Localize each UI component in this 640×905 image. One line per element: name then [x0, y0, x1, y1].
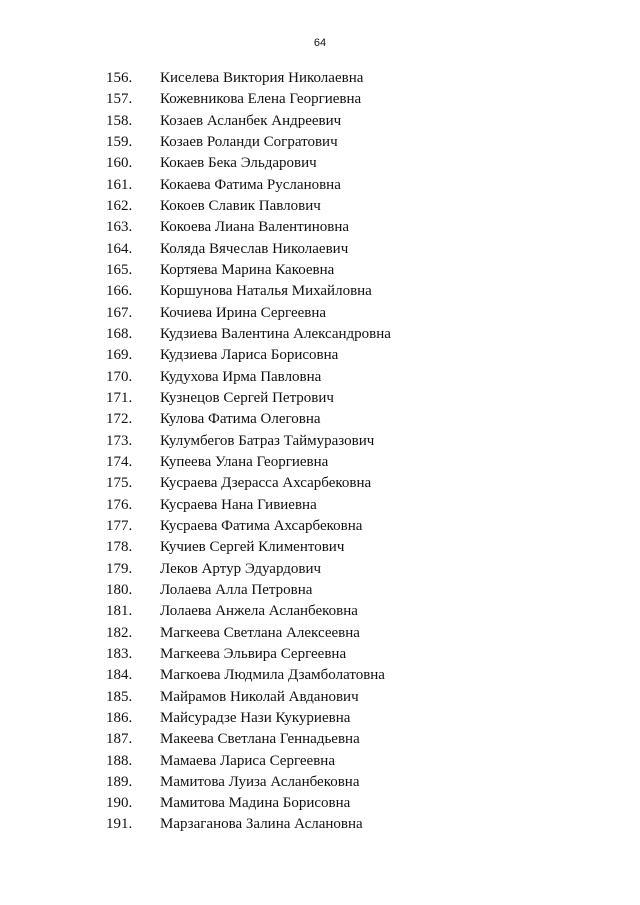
- list-item-name: Магкеева Эльвира Сергеевна: [160, 645, 347, 662]
- list-item: [0, 409, 640, 430]
- list-item-name: Кучиев Сергей Климентович: [160, 539, 345, 556]
- list-item-name: Кочиева Ирина Сергеевна: [160, 304, 327, 321]
- list-item-number: 163.: [106, 219, 133, 236]
- list-item-name: Мамитова Луиза Асланбековна: [160, 773, 360, 790]
- list-item: [0, 281, 640, 302]
- list-item-name: Мамитова Мадина Борисовна: [160, 795, 351, 812]
- list-item-name: Козаев Асланбек Андреевич: [160, 112, 342, 129]
- list-item-number: 177.: [106, 517, 133, 534]
- list-item-number: 187.: [106, 731, 133, 748]
- list-item: [0, 665, 640, 686]
- list-item-number: 168.: [106, 325, 133, 342]
- list-item-name: Коршунова Наталья Михайловна: [160, 283, 372, 300]
- list-item: [0, 729, 640, 750]
- list-item-number: 165.: [106, 261, 133, 278]
- list-item-number: 184.: [106, 667, 133, 684]
- list-item: [0, 516, 640, 537]
- list-item-name: Кулумбегов Батраз Таймуразович: [160, 432, 375, 449]
- list-item: [0, 537, 640, 558]
- list-item-name: Кудухова Ирма Павловна: [160, 368, 322, 385]
- list-item-name: Майсурадзе Нази Кукуриевна: [160, 709, 351, 726]
- list-item-number: 183.: [106, 645, 133, 662]
- list-item: [0, 687, 640, 708]
- list-item-name: Кокаев Бека Эльдарович: [160, 155, 317, 172]
- list-item: [0, 196, 640, 217]
- list-item: [0, 793, 640, 814]
- list-item-number: 180.: [106, 581, 133, 598]
- list-item: [0, 217, 640, 238]
- list-item-name: Кортяева Марина Какоевна: [160, 261, 335, 278]
- list-item-name: Магкеева Светлана Алексеевна: [160, 624, 360, 641]
- list-item-number: 170.: [106, 368, 133, 385]
- list-item-name: Кусраева Нана Гивиевна: [160, 496, 317, 513]
- list-item: [0, 623, 640, 644]
- list-item-number: 159.: [106, 133, 133, 150]
- list-item: [0, 431, 640, 452]
- list-item-number: 181.: [106, 603, 133, 620]
- list-item: [0, 495, 640, 516]
- list-item: [0, 580, 640, 601]
- list-item-name: Кулова Фатима Олеговна: [160, 411, 321, 428]
- list-item-number: 164.: [106, 240, 133, 257]
- list-item-name: Козаев Роланди Согратович: [160, 133, 338, 150]
- list-item-name: Лолаева Анжела Асланбековна: [160, 603, 358, 620]
- list-item-name: Лолаева Алла Петровна: [160, 581, 313, 598]
- list-item-number: 156.: [106, 70, 133, 86]
- list-item-number: 166.: [106, 283, 133, 300]
- list-item: [0, 89, 640, 110]
- list-item: [0, 772, 640, 793]
- list-item-number: 190.: [106, 795, 133, 812]
- list-item-name: Марзаганова Залина Аслановна: [160, 816, 363, 833]
- list-item: [0, 345, 640, 366]
- list-item: [0, 601, 640, 622]
- list-item-number: 171.: [106, 389, 133, 406]
- list-item-name: Майрамов Николай Авданович: [160, 688, 359, 705]
- list-item: [0, 68, 640, 89]
- list-item-name: Коляда Вячеслав Николаевич: [160, 240, 349, 257]
- list-item: [0, 111, 640, 132]
- list-item-name: Макеева Светлана Геннадьевна: [160, 731, 360, 748]
- list-item-name: Мамаева Лариса Сергеевна: [160, 752, 335, 769]
- list-item-name: Киселева Виктория Николаевна: [160, 70, 364, 86]
- list-item-number: 179.: [106, 560, 133, 577]
- list-item-number: 158.: [106, 112, 133, 129]
- page-number: 64: [313, 37, 327, 49]
- list-item-name: Кокоева Лиана Валентиновна: [160, 219, 350, 236]
- list-item-number: 182.: [106, 624, 133, 641]
- list-item-number: 167.: [106, 304, 133, 321]
- list-item-number: 176.: [106, 496, 133, 513]
- list-item: [0, 303, 640, 324]
- names-list: [0, 68, 640, 836]
- list-item-number: 189.: [106, 773, 133, 790]
- list-item-number: 162.: [106, 197, 133, 214]
- list-item: [0, 708, 640, 729]
- list-item: [0, 367, 640, 388]
- list-item-number: 161.: [106, 176, 133, 193]
- list-item: [0, 452, 640, 473]
- list-item-number: 175.: [106, 475, 133, 492]
- list-item-number: 174.: [106, 453, 133, 470]
- list-item: [0, 239, 640, 260]
- list-item-number: 172.: [106, 411, 133, 428]
- list-item-name: Кусраева Дзерасса Ахсарбековна: [160, 475, 372, 492]
- list-item-name: Леков Артур Эдуардович: [160, 560, 322, 577]
- list-item-number: 169.: [106, 347, 133, 364]
- list-item: [0, 260, 640, 281]
- list-item-number: 160.: [106, 155, 133, 172]
- list-item-name: Кусраева Фатима Ахсарбековна: [160, 517, 363, 534]
- list-item-number: 188.: [106, 752, 133, 769]
- list-item-number: 191.: [106, 816, 133, 833]
- list-item: [0, 814, 640, 835]
- list-item: [0, 175, 640, 196]
- list-item-number: 186.: [106, 709, 133, 726]
- list-item: [0, 324, 640, 345]
- list-item-number: 157.: [106, 91, 133, 108]
- list-item: [0, 153, 640, 174]
- list-item: [0, 388, 640, 409]
- list-item: [0, 473, 640, 494]
- list-item: [0, 559, 640, 580]
- list-item-name: Кузнецов Сергей Петрович: [160, 389, 334, 406]
- list-item-name: Кожевникова Елена Георгиевна: [160, 91, 362, 108]
- list-item: [0, 644, 640, 665]
- list-item-name: Кудзиева Валентина Александровна: [160, 325, 391, 342]
- list-item: [0, 751, 640, 772]
- list-item-name: Кокаева Фатима Руслановна: [160, 176, 341, 193]
- list-item-number: 173.: [106, 432, 133, 449]
- list-item-name: Кудзиева Лариса Борисовна: [160, 347, 339, 364]
- list-item-number: 185.: [106, 688, 133, 705]
- list-item-number: 178.: [106, 539, 133, 556]
- list-item-name: Кокоев Славик Павлович: [160, 197, 321, 214]
- list-item: [0, 132, 640, 153]
- list-item-name: Магкоева Людмила Дзамболатовна: [160, 667, 385, 684]
- list-item-name: Купеева Улана Георгиевна: [160, 453, 329, 470]
